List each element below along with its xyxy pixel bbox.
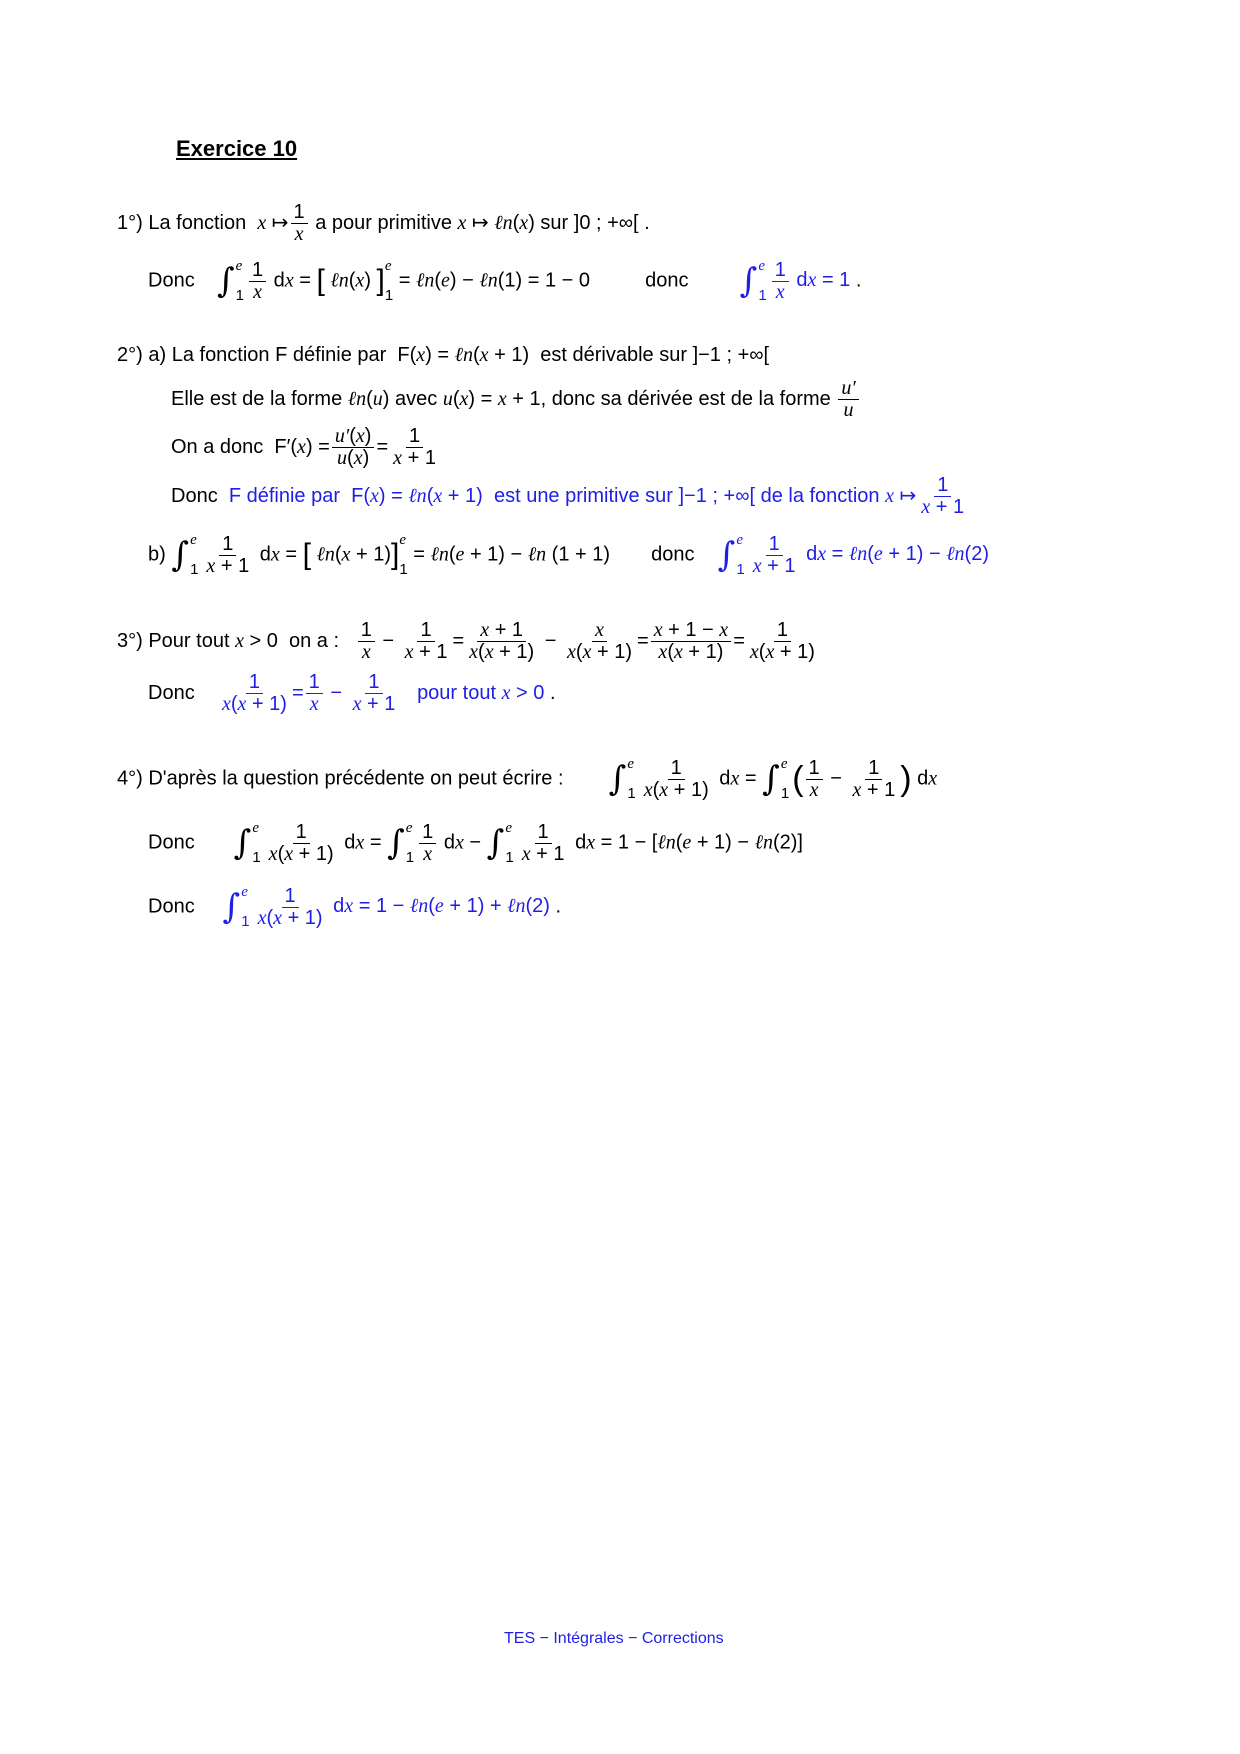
q1-text2: a pour primitive — [315, 211, 452, 234]
q2a-donc: Donc — [171, 484, 218, 507]
q2a-text1: La fonction F définie par — [171, 344, 387, 366]
q4-text1: D'après la question précédente on peut écrire : — [148, 767, 564, 790]
q3-concl: pour tout — [417, 681, 497, 704]
q1-donc2: donc — [645, 269, 689, 292]
q2a-ona: On a donc — [171, 435, 264, 458]
q1-result: ∫ e 1 $\frac{1}{x}$ dx = 1 — [739, 258, 851, 304]
q1-line2: Donc ∫ e 1 $\frac{1}{x}$ dx = [ ℓn(x) ] e 1 = ℓn(e) − ℓn(1) = 1 − 0 donc ∫ e 1 $\frac{1}{x}$ dx = 1 . — [148, 258, 862, 304]
q2a-line3: On a donc F′(x) = $\frac{u'(x)}{u(x)}$ = $\frac{1}{x + 1}$ — [171, 425, 436, 469]
q3-line1: 3°) Pour tout x > 0 on a : $\frac{1}{x}$ − $\frac{1}{x + 1}$ = $\frac{x + 1}{x(x + 1)}$ − $\frac{x}{x(x + 1)}$ = $\frac{x + 1 - x}{x(x + 1)}$ = $\frac{1}{x(x + 1)}$ — [117, 619, 815, 663]
q2b-donc: donc — [651, 543, 695, 566]
q2a-concl-text2: est une primitive sur — [493, 484, 673, 507]
q4-donc2: Donc — [148, 895, 195, 918]
q4-line3: Donc ∫ e 1 $\frac{1}{x(x + 1)}$ dx = 1 − ℓn(e + 1) + ℓn(2) . — [148, 884, 562, 930]
q2b-result: ∫ e 1 $\frac{1}{x + 1}$ dx = ℓn(e + 1) − ℓn(2) — [717, 532, 989, 578]
q4-line2: Donc ∫ e 1 $\frac{1}{x(x + 1)}$ dx = ∫ e 1 $\frac{1}{x}$ dx − ∫ e 1 $\frac{1}{x + 1}$ dx = 1 − [ℓn(e + 1) − ℓn(2)] — [148, 820, 803, 866]
q2a-concl-text3: de la fonction — [760, 484, 880, 507]
q4-donc1: Donc — [148, 831, 195, 854]
q2a-concl-interval: ]−1 ; +∞[ — [678, 484, 756, 507]
q2a-line4: Donc F définie par F(x) = ℓn(x + 1) est une primitive sur ]−1 ; +∞[ de la fonction x ↦ $\frac{1}{x + 1}$ — [171, 474, 965, 518]
q4-label: 4°) — [117, 767, 143, 790]
page-title: Exercice 10 — [176, 136, 298, 161]
q2a-line1: 2°) a) La fonction F définie par F(x) = ℓn(x + 1) est dérivable sur ]−1 ; +∞[ — [117, 344, 770, 366]
q2a-form-text1: Elle est de la forme — [171, 387, 343, 410]
q3-line2: Donc $\frac{1}{x(x + 1)}$ = $\frac{1}{x}$ − $\frac{1}{x + 1}$ pour tout x > 0 . — [148, 671, 556, 715]
q2-label: 2°) — [117, 344, 143, 366]
q3-text2: on a : — [289, 629, 340, 652]
fraction-1-over-x: $\frac{1}{x}$ — [291, 202, 308, 245]
q1-interval: ]0 ; +∞[ — [573, 211, 639, 234]
q2a-label: a) — [148, 344, 167, 366]
q2a-line2: Elle est de la forme ℓn(u) avec u(x) = x + 1, donc sa dérivée est de la forme $\frac{u'}{u}$ — [171, 378, 861, 421]
q2a-interval: ]−1 ; +∞[ — [692, 344, 770, 366]
integral-1-to-e: ∫ e 1 — [216, 258, 244, 304]
q1-line1: 1°) La fonction x ↦ $\frac{1}{x}$ a pour primitive x ↦ ℓn(x) sur ]0 ; +∞[ . — [117, 201, 650, 245]
page-footer: TES − Intégrales − Corrections — [504, 1630, 724, 1647]
q1-donc: Donc — [148, 269, 195, 292]
q2b-label: b) — [148, 543, 166, 566]
q2a-form-text3: , donc sa dérivée est de la forme — [540, 387, 831, 410]
q1-text3: sur — [540, 211, 569, 234]
q4-line1: 4°) D'après la question précédente on peut écrire : ∫ e 1 $\frac{1}{x(x + 1)}$ dx = ∫ e 1 ( $\frac{1}{x}$ − $\frac{1}{x + 1}$ ) dx — [117, 756, 938, 802]
q3-label: 3°) — [117, 629, 143, 652]
q1-text1: La fonction — [148, 211, 247, 234]
q4-result: ∫ e 1 $\frac{1}{x(x + 1)}$ dx = 1 − ℓn(e + 1) + ℓn(2) — [222, 884, 550, 930]
q2b-line: b) ∫ e 1 $\frac{1}{x + 1}$ dx = [ ℓn(x + 1)] e 1 = ℓn(e + 1) − ℓn (1 + 1) donc ∫ e 1 $\frac{1}{x + 1}$ dx = ℓn(e + 1) − ℓn(2) — [148, 532, 989, 578]
q3-text1: Pour tout — [148, 629, 230, 652]
q2a-form-text2: avec — [395, 387, 438, 410]
q1-label: 1°) — [117, 211, 143, 234]
q3-donc: Donc — [148, 681, 195, 704]
q2a-text2: est dérivable sur — [540, 344, 687, 366]
q2a-concl-text1: F définie par — [228, 484, 340, 507]
